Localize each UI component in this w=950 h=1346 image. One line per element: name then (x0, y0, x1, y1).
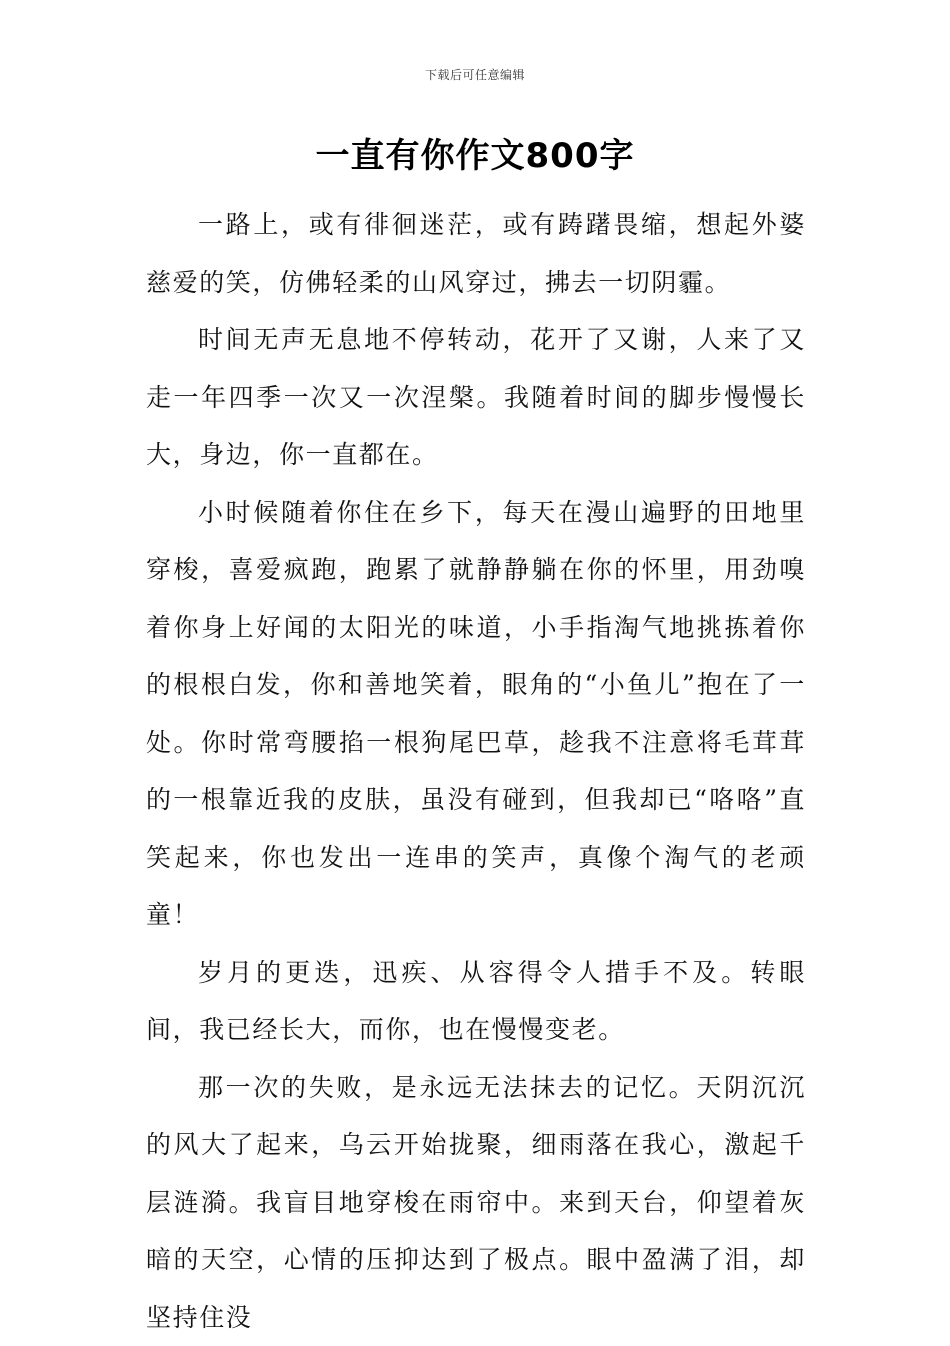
paragraph-5: 那一次的失败，是永远无法抹去的记忆。天阴沉沉的风大了起来，乌云开始拢聚，细雨落在我心，激起千层涟漪。我盲目地穿梭在雨帘中。来到天台，仰望着灰暗的天空，心情的压抑达到了极点。眼中盈满了泪，却坚持住没 (146, 1059, 806, 1346)
document-body (146, 196, 806, 1346)
document-title: 一直有你作文800字 (0, 128, 950, 177)
paragraph-3: 小时候随着你住在乡下，每天在漫山遍野的田地里穿梭，喜爱疯跑，跑累了就静静躺在你的怀里，用劲嗅着你身上好闻的太阳光的味道，小手指淘气地挑拣着你的根根白发，你和善地笑着，眼角的“小鱼儿”抱在了一处。你时常弯腰掐一根狗尾巴草，趁我不注意将毛茸茸的一根靠近我的皮肤，虽没有碰到，但我却已“咯咯”直笑起来，你也发出一连串的笑声，真像个淘气的老顽童！ (146, 484, 806, 944)
paragraph-4: 岁月的更迭，迅疾、从容得令人措手不及。转眼间，我已经长大，而你，也在慢慢变老。 (146, 944, 806, 1059)
page-header-note: 下载后可任意编辑 (0, 66, 950, 83)
paragraph-2: 时间无声无息地不停转动，花开了又谢，人来了又走一年四季一次又一次涅槃。我随着时间的脚步慢慢长大，身边，你一直都在。 (146, 311, 806, 484)
paragraph-1: 一路上，或有徘徊迷茫，或有踌躇畏缩，想起外婆慈爱的笑，仿佛轻柔的山风穿过，拂去一切阴霾。 (146, 196, 806, 311)
